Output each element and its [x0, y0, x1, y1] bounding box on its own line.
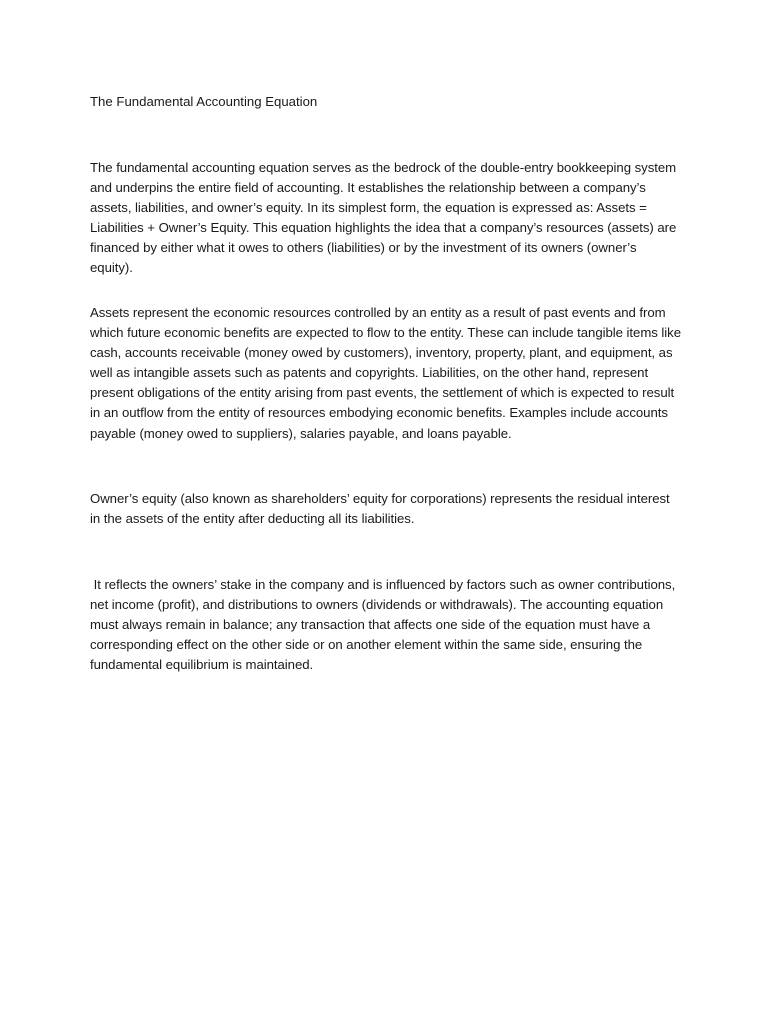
paragraph-balance: It reflects the owners’ stake in the company and is influenced by factors such as owner contributions, net income (profit), and distributions to owners (dividends or withdrawals). The accounting equation must always remain in balance; any transaction that affects one side of the equation must have a corresponding effect on the other side or on another element within the same side, ensuring the fundamental equilibrium is maintained.: [90, 577, 679, 673]
paragraph-owners-equity: Owner’s equity (also known as shareholders’ equity for corporations) represents the residual interest in the assets of the entity after deducting all its liabilities.: [90, 491, 674, 527]
paragraph-assets-liabilities: Assets represent the economic resources controlled by an entity as a result of past events and from which future economic benefits are expected to flow to the entity. These can include tangible items like cash, accounts receivable (money owed by customers), inventory, property, plant, and equipment, as well as intangible assets such as patents and copyrights. Liabilities, on the other hand, represent present obligations of the entity arising from past events, the settlement of which is expected to result in an outflow from the entity of resources embodying economic benefits. Examples include accounts payable (money owed to suppliers), salaries payable, and loans payable.: [90, 305, 685, 441]
document-title: The Fundamental Accounting Equation: [90, 94, 318, 109]
paragraph-intro: The fundamental accounting equation serves as the bedrock of the double-entry bookkeeping system and underpins the entire field of accounting. It establishes the relationship between a company’s assets, liabilities, and owner’s equity. In its simplest form, the equation is expressed as: Assets = Liabilities + Owner’s Equity. This equation highlights the idea that a company’s resources (assets) are financed by either what it owes to others (liabilities) or by the investment of its owners (owner’s equity).: [90, 160, 680, 276]
